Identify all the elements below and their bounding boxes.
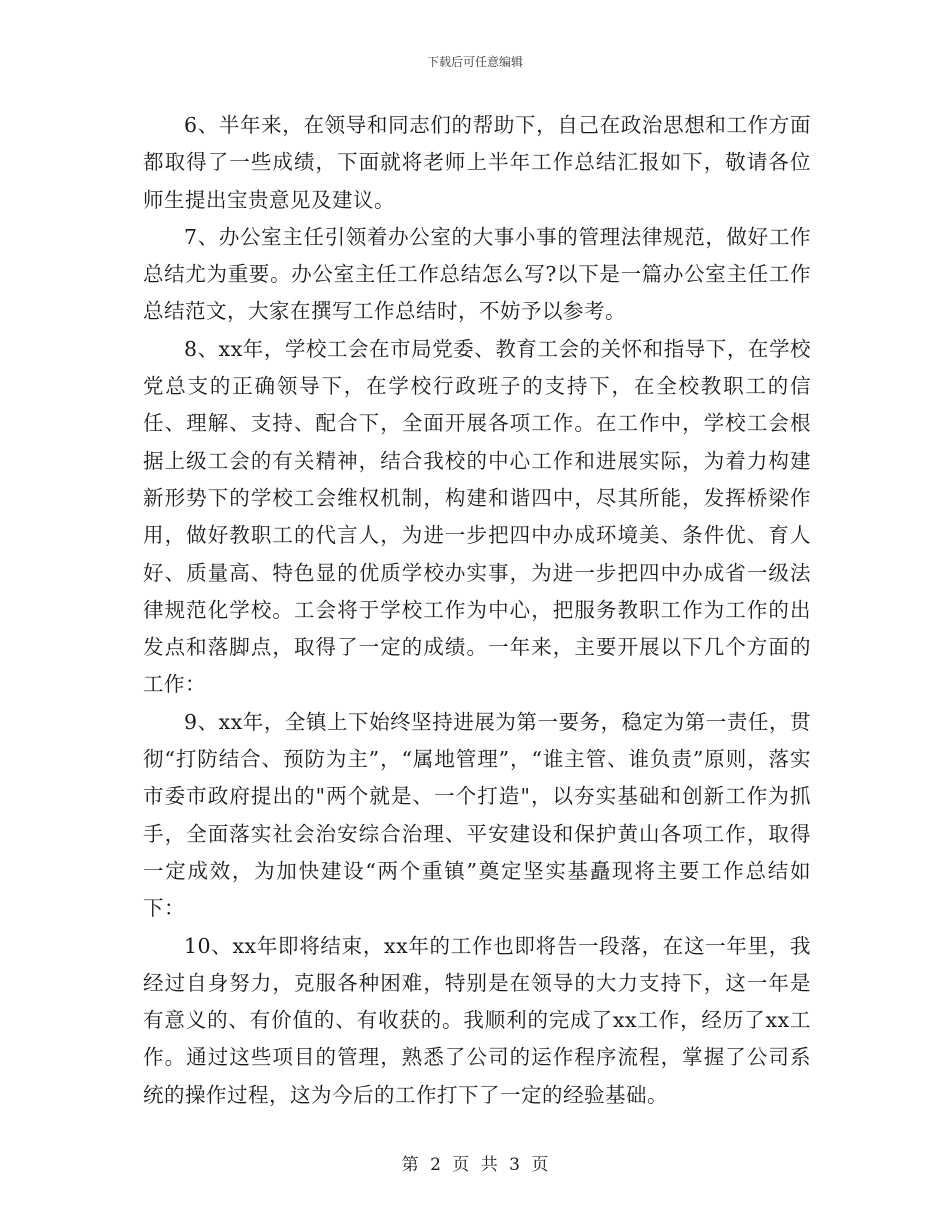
paragraph-7: 7、办公室主任引领着办公室的大事小事的管理法律规范，做好工作总结尤为重要。办公室主任工作总结怎么写?以下是一篇办公室主任工作总结范文，大家在撰写工作总结时，不妨予以参考。: [143, 224, 811, 324]
paragraph-8: 8、xx年，学校工会在市局党委、教育工会的关怀和指导下，在学校党总支的正确领导下，在学校行政班子的支持下，在全校教职工的信任、理解、支持、配合下，全面开展各项工作。在工作中，学校工会根据上级工会的有关精神，结合我校的中心工作和进展实际，为着力构建新形势下的学校工会维权机制，构建和谐四中，尽其所能，发挥桥梁作用，做好教职工的代言人，为进一步把四中办成环境美、条件优、育人好、质量高、特色显的优质学校办实事，为进一步把四中办成省一级法律规范化学校。工会将于学校工作为中心，把服务教职工作为工作的出发点和落脚点，取得了一定的成绩。一年来，主要开展以下几个方面的工作：: [143, 336, 811, 697]
paragraph-9: 9、xx年，全镇上下始终坚持进展为第一要务，稳定为第一责任，贯彻“打防结合、预防为主”，“属地管理”，“谁主管、谁负责”原则，落实市委市政府提出的"两个就是、一个打造"，以夯实基础和创新工作为抓手，全面落实社会治安综合治理、平安建设和保护黄山各项工作，取得一定成效，为加快建设“两个重镇”奠定坚实基矗现将主要工作总结如下：: [143, 709, 811, 921]
paragraph-10: 10、xx年即将结束，xx年的工作也即将告一段落，在这一年里，我经过自身努力，克服各种困难，特别是在领导的大力支持下，这一年是有意义的、有价值的、有收获的。我顺利的完成了xx工作，经历了xx工作。通过这些项目的管理，熟悉了公司的运作程序流程，掌握了公司系统的操作过程，这为今后的工作打下了一定的经验基础。: [143, 933, 811, 1107]
document-body: [143, 107, 811, 1114]
download-note: 下载后可任意编辑: [426, 55, 523, 69]
page-number: 第 2 页 共 3 页: [401, 1155, 549, 1175]
paragraph-6: 6、半年来，在领导和同志们的帮助下，自己在政治思想和工作方面都取得了一些成绩，下面就将老师上半年工作总结汇报如下，敬请各位师生提出宝贵意见及建议。: [143, 113, 811, 212]
